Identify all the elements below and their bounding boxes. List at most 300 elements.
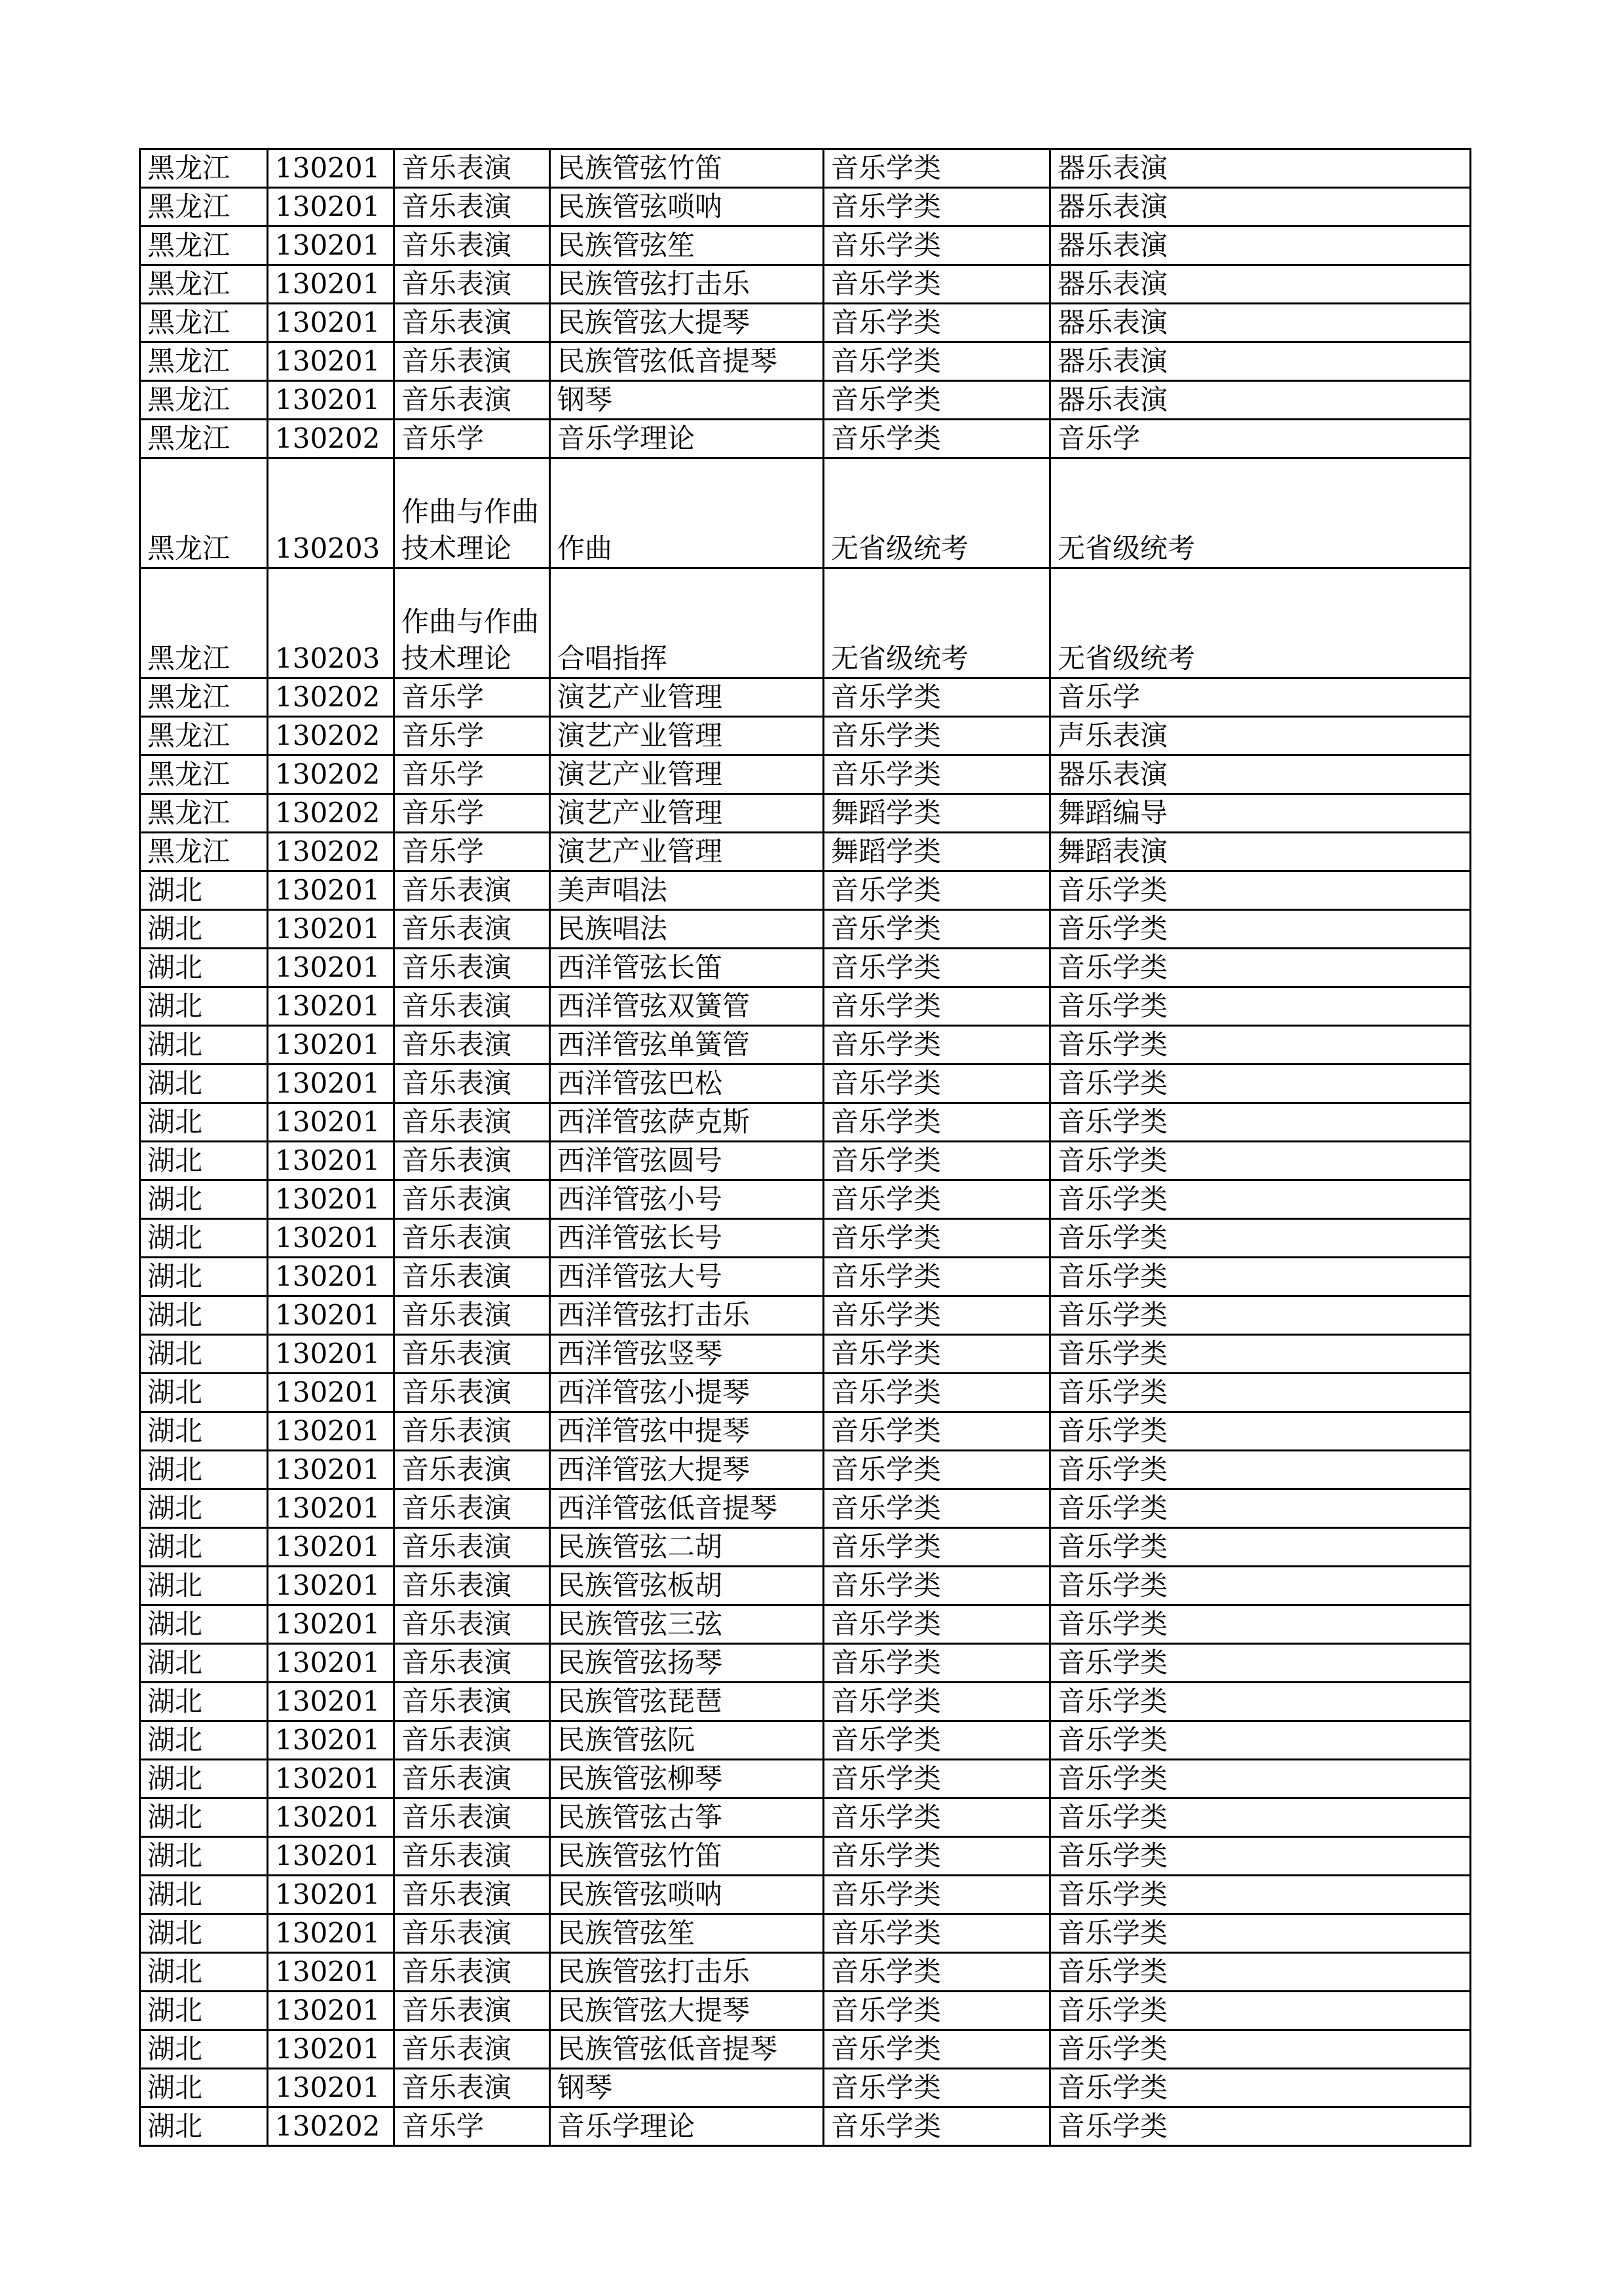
major-cell: 音乐表演 [394,1644,550,1683]
exam-subject-cell: 音乐学类 [1050,1219,1471,1258]
exam-category-cell: 舞蹈学类 [824,794,1050,833]
province-cell: 湖北 [140,1605,268,1644]
exam-category-cell: 音乐学类 [824,149,1050,188]
code-cell: 130201 [268,1721,394,1760]
province-cell: 黑龙江 [140,265,268,304]
table-row [140,1374,1471,1412]
major-cell: 音乐学 [394,420,550,458]
code-cell: 130201 [268,1219,394,1258]
direction-cell: 演艺产业管理 [550,833,824,871]
code-cell: 130202 [268,833,394,871]
major-cell: 音乐表演 [394,149,550,188]
major-cell: 音乐学 [394,717,550,756]
code-cell: 130201 [268,342,394,381]
code-cell: 130201 [268,227,394,265]
code-cell: 130202 [268,717,394,756]
major-cell: 音乐表演 [394,1721,550,1760]
table-row [140,1219,1471,1258]
exam-category-cell: 音乐学类 [824,381,1050,420]
major-cell: 音乐学 [394,833,550,871]
province-cell: 黑龙江 [140,458,268,568]
table-row [140,568,1471,678]
exam-subject-cell: 音乐学类 [1050,1412,1471,1451]
major-cell: 音乐学 [394,2107,550,2146]
exam-subject-cell: 音乐学类 [1050,1374,1471,1412]
code-cell: 130201 [268,1026,394,1065]
code-cell: 130201 [268,1876,394,1914]
exam-category-cell: 音乐学类 [824,1219,1050,1258]
major-cell: 音乐表演 [394,1142,550,1180]
exam-subject-cell: 音乐学类 [1050,987,1471,1026]
code-cell: 130201 [268,1142,394,1180]
exam-subject-cell: 音乐学类 [1050,1065,1471,1103]
direction-cell: 美声唱法 [550,871,824,910]
major-cell: 音乐表演 [394,1914,550,1953]
major-cell: 音乐学 [394,794,550,833]
province-cell: 湖北 [140,1760,268,1798]
direction-cell: 民族唱法 [550,910,824,949]
exam-category-cell: 音乐学类 [824,1914,1050,1953]
exam-category-cell: 音乐学类 [824,265,1050,304]
code-cell: 130201 [268,871,394,910]
exam-subject-cell: 舞蹈表演 [1050,833,1471,871]
major-cell: 音乐表演 [394,227,550,265]
exam-subject-cell: 器乐表演 [1050,342,1471,381]
exam-subject-cell: 音乐学类 [1050,949,1471,987]
table-row [140,1103,1471,1142]
exam-subject-cell: 音乐学类 [1050,1142,1471,1180]
direction-cell: 西洋管弦竖琴 [550,1335,824,1374]
direction-cell: 西洋管弦长号 [550,1219,824,1258]
exam-subject-cell: 器乐表演 [1050,188,1471,227]
direction-cell: 演艺产业管理 [550,794,824,833]
code-cell: 130201 [268,1374,394,1412]
major-cell: 音乐表演 [394,188,550,227]
code-cell: 130201 [268,949,394,987]
province-cell: 湖北 [140,1567,268,1605]
exam-category-cell: 音乐学类 [824,2069,1050,2107]
code-cell: 130201 [268,188,394,227]
direction-cell: 西洋管弦打击乐 [550,1296,824,1335]
code-cell: 130201 [268,1412,394,1451]
exam-category-cell: 音乐学类 [824,420,1050,458]
code-cell: 130201 [268,2069,394,2107]
code-cell: 130201 [268,1992,394,2030]
exam-subject-cell: 无省级统考 [1050,458,1471,568]
exam-category-cell: 音乐学类 [824,1374,1050,1412]
major-cell: 音乐表演 [394,1798,550,1837]
province-cell: 湖北 [140,1065,268,1103]
province-cell: 湖北 [140,1412,268,1451]
code-cell: 130201 [268,1528,394,1567]
exam-subject-cell: 音乐学类 [1050,871,1471,910]
exam-subject-cell: 器乐表演 [1050,227,1471,265]
table-row [140,1142,1471,1180]
exam-subject-cell: 音乐学类 [1050,1683,1471,1721]
table-row [140,987,1471,1026]
direction-cell: 西洋管弦萨克斯 [550,1103,824,1142]
province-cell: 湖北 [140,1876,268,1914]
direction-cell: 民族管弦唢呐 [550,1876,824,1914]
table-row [140,1296,1471,1335]
province-cell: 黑龙江 [140,227,268,265]
province-cell: 湖北 [140,1335,268,1374]
table-row [140,871,1471,910]
exam-category-cell: 音乐学类 [824,304,1050,342]
major-cell: 音乐表演 [394,1335,550,1374]
direction-cell: 演艺产业管理 [550,756,824,794]
table-row [140,381,1471,420]
province-cell: 黑龙江 [140,678,268,717]
direction-cell: 作曲 [550,458,824,568]
exam-subject-cell: 音乐学类 [1050,1296,1471,1335]
province-cell: 湖北 [140,1914,268,1953]
exam-category-cell: 音乐学类 [824,1992,1050,2030]
major-cell: 音乐表演 [394,1567,550,1605]
table-row [140,1644,1471,1683]
direction-cell: 西洋管弦低音提琴 [550,1489,824,1528]
exam-subject-cell: 音乐学类 [1050,1026,1471,1065]
exam-subject-cell: 音乐学类 [1050,1258,1471,1296]
data-table [139,148,1471,2147]
table-row [140,149,1471,188]
province-cell: 湖北 [140,1992,268,2030]
code-cell: 130201 [268,1798,394,1837]
major-cell: 音乐表演 [394,987,550,1026]
table-row [140,1605,1471,1644]
exam-subject-cell: 音乐学类 [1050,1644,1471,1683]
table-row [140,1876,1471,1914]
exam-subject-cell: 音乐学 [1050,420,1471,458]
code-cell: 130202 [268,794,394,833]
code-cell: 130201 [268,1644,394,1683]
exam-subject-cell: 器乐表演 [1050,381,1471,420]
exam-subject-cell: 音乐学类 [1050,1798,1471,1837]
province-cell: 黑龙江 [140,794,268,833]
exam-subject-cell: 器乐表演 [1050,756,1471,794]
table-row [140,1837,1471,1876]
province-cell: 黑龙江 [140,149,268,188]
table-row [140,1258,1471,1296]
province-cell: 湖北 [140,1026,268,1065]
exam-category-cell: 音乐学类 [824,871,1050,910]
table-row [140,188,1471,227]
direction-cell: 民族管弦笙 [550,227,824,265]
table-row [140,1412,1471,1451]
table-row [140,949,1471,987]
province-cell: 湖北 [140,1837,268,1876]
exam-subject-cell: 器乐表演 [1050,149,1471,188]
exam-category-cell: 音乐学类 [824,1837,1050,1876]
exam-category-cell: 音乐学类 [824,2030,1050,2069]
direction-cell: 音乐学理论 [550,2107,824,2146]
exam-category-cell: 音乐学类 [824,1644,1050,1683]
major-cell: 音乐表演 [394,1065,550,1103]
direction-cell: 民族管弦低音提琴 [550,2030,824,2069]
exam-category-cell: 音乐学类 [824,949,1050,987]
code-cell: 130201 [268,1567,394,1605]
major-cell: 音乐学 [394,756,550,794]
major-cell: 音乐表演 [394,1605,550,1644]
code-cell: 130201 [268,265,394,304]
direction-cell: 民族管弦打击乐 [550,1953,824,1992]
province-cell: 湖北 [140,1296,268,1335]
table-row [140,1992,1471,2030]
code-cell: 130201 [268,2030,394,2069]
direction-cell: 民族管弦低音提琴 [550,342,824,381]
code-cell: 130201 [268,1683,394,1721]
code-cell: 130203 [268,458,394,568]
major-cell: 音乐表演 [394,1992,550,2030]
direction-cell: 民族管弦大提琴 [550,1992,824,2030]
major-cell: 音乐表演 [394,2030,550,2069]
province-cell: 湖北 [140,1180,268,1219]
exam-subject-cell: 音乐学类 [1050,1992,1471,2030]
exam-category-cell: 音乐学类 [824,1412,1050,1451]
direction-cell: 民族管弦竹笛 [550,1837,824,1876]
exam-subject-cell: 音乐学类 [1050,2069,1471,2107]
exam-subject-cell: 音乐学类 [1050,1953,1471,1992]
exam-category-cell: 音乐学类 [824,1451,1050,1489]
exam-subject-cell: 音乐学类 [1050,1489,1471,1528]
exam-category-cell: 音乐学类 [824,1065,1050,1103]
code-cell: 130201 [268,1605,394,1644]
exam-subject-cell: 音乐学类 [1050,910,1471,949]
direction-cell: 西洋管弦巴松 [550,1065,824,1103]
major-cell: 音乐表演 [394,2069,550,2107]
direction-cell: 西洋管弦小号 [550,1180,824,1219]
exam-subject-cell: 音乐学类 [1050,1760,1471,1798]
table-row [140,342,1471,381]
province-cell: 湖北 [140,910,268,949]
direction-cell: 西洋管弦大号 [550,1258,824,1296]
direction-cell: 西洋管弦小提琴 [550,1374,824,1412]
province-cell: 湖北 [140,1953,268,1992]
table-row [140,1065,1471,1103]
direction-cell: 西洋管弦大提琴 [550,1451,824,1489]
major-cell: 音乐表演 [394,1103,550,1142]
code-cell: 130201 [268,304,394,342]
exam-subject-cell: 音乐学类 [1050,1567,1471,1605]
exam-subject-cell: 音乐学类 [1050,1528,1471,1567]
table-row [140,678,1471,717]
code-cell: 130201 [268,1914,394,1953]
province-cell: 湖北 [140,1683,268,1721]
major-cell: 作曲与作曲技术理论 [394,568,550,678]
direction-cell: 民族管弦三弦 [550,1605,824,1644]
major-cell: 音乐表演 [394,1760,550,1798]
exam-category-cell: 音乐学类 [824,1489,1050,1528]
direction-cell: 民族管弦古筝 [550,1798,824,1837]
table-row [140,1528,1471,1567]
province-cell: 湖北 [140,1451,268,1489]
direction-cell: 民族管弦阮 [550,1721,824,1760]
code-cell: 130202 [268,2107,394,2146]
exam-subject-cell: 音乐学类 [1050,1335,1471,1374]
major-cell: 音乐表演 [394,1180,550,1219]
direction-cell: 西洋管弦长笛 [550,949,824,987]
direction-cell: 民族管弦二胡 [550,1528,824,1567]
direction-cell: 民族管弦笙 [550,1914,824,1953]
exam-subject-cell: 无省级统考 [1050,568,1471,678]
province-cell: 湖北 [140,1489,268,1528]
province-cell: 湖北 [140,1798,268,1837]
exam-category-cell: 音乐学类 [824,1760,1050,1798]
exam-category-cell: 音乐学类 [824,1567,1050,1605]
exam-subject-cell: 音乐学类 [1050,1876,1471,1914]
exam-subject-cell: 舞蹈编导 [1050,794,1471,833]
table-row [140,717,1471,756]
table-row [140,833,1471,871]
table-row [140,458,1471,568]
major-cell: 音乐表演 [394,1374,550,1412]
province-cell: 黑龙江 [140,420,268,458]
code-cell: 130201 [268,1258,394,1296]
exam-category-cell: 音乐学类 [824,1798,1050,1837]
table-row [140,227,1471,265]
major-cell: 音乐表演 [394,1953,550,1992]
direction-cell: 西洋管弦单簧管 [550,1026,824,1065]
table-row [140,1721,1471,1760]
exam-subject-cell: 音乐学 [1050,678,1471,717]
major-cell: 音乐表演 [394,1219,550,1258]
exam-subject-cell: 音乐学类 [1050,1605,1471,1644]
major-cell: 音乐学 [394,678,550,717]
major-cell: 音乐表演 [394,949,550,987]
province-cell: 湖北 [140,1528,268,1567]
exam-category-cell: 音乐学类 [824,717,1050,756]
direction-cell: 西洋管弦中提琴 [550,1412,824,1451]
code-cell: 130201 [268,1953,394,1992]
province-cell: 湖北 [140,1142,268,1180]
code-cell: 130201 [268,1296,394,1335]
major-cell: 作曲与作曲技术理论 [394,458,550,568]
exam-category-cell: 音乐学类 [824,756,1050,794]
direction-cell: 民族管弦柳琴 [550,1760,824,1798]
exam-category-cell: 音乐学类 [824,678,1050,717]
exam-category-cell: 音乐学类 [824,910,1050,949]
exam-category-cell: 音乐学类 [824,987,1050,1026]
exam-category-cell: 音乐学类 [824,2107,1050,2146]
province-cell: 湖北 [140,949,268,987]
table-row [140,2030,1471,2069]
table-row [140,1914,1471,1953]
table-row [140,2107,1471,2146]
province-cell: 湖北 [140,2030,268,2069]
province-cell: 黑龙江 [140,756,268,794]
direction-cell: 合唱指挥 [550,568,824,678]
major-cell: 音乐表演 [394,910,550,949]
direction-cell: 民族管弦打击乐 [550,265,824,304]
direction-cell: 演艺产业管理 [550,717,824,756]
exam-category-cell: 无省级统考 [824,458,1050,568]
table-row [140,1335,1471,1374]
exam-category-cell: 音乐学类 [824,1605,1050,1644]
exam-subject-cell: 音乐学类 [1050,1914,1471,1953]
major-cell: 音乐表演 [394,1296,550,1335]
exam-category-cell: 音乐学类 [824,1026,1050,1065]
exam-subject-cell: 音乐学类 [1050,1103,1471,1142]
direction-cell: 民族管弦大提琴 [550,304,824,342]
province-cell: 黑龙江 [140,188,268,227]
table-row [140,1567,1471,1605]
major-cell: 音乐表演 [394,1026,550,1065]
exam-category-cell: 音乐学类 [824,1103,1050,1142]
province-cell: 湖北 [140,987,268,1026]
table-row [140,756,1471,794]
table-row [140,265,1471,304]
exam-subject-cell: 声乐表演 [1050,717,1471,756]
exam-category-cell: 音乐学类 [824,1721,1050,1760]
province-cell: 湖北 [140,1721,268,1760]
table-row [140,1489,1471,1528]
exam-category-cell: 音乐学类 [824,1953,1050,1992]
major-cell: 音乐表演 [394,1258,550,1296]
major-cell: 音乐表演 [394,1837,550,1876]
exam-category-cell: 音乐学类 [824,1528,1050,1567]
province-cell: 黑龙江 [140,717,268,756]
exam-subject-cell: 音乐学类 [1050,2107,1471,2146]
table-row [140,910,1471,949]
direction-cell: 民族管弦唢呐 [550,188,824,227]
table-row [140,1026,1471,1065]
code-cell: 130201 [268,1180,394,1219]
major-cell: 音乐表演 [394,304,550,342]
exam-subject-cell: 音乐学类 [1050,1721,1471,1760]
exam-subject-cell: 音乐学类 [1050,1451,1471,1489]
exam-subject-cell: 器乐表演 [1050,265,1471,304]
exam-category-cell: 音乐学类 [824,342,1050,381]
province-cell: 黑龙江 [140,381,268,420]
province-cell: 湖北 [140,1374,268,1412]
code-cell: 130203 [268,568,394,678]
province-cell: 湖北 [140,1219,268,1258]
exam-category-cell: 音乐学类 [824,1296,1050,1335]
exam-category-cell: 音乐学类 [824,1876,1050,1914]
direction-cell: 民族管弦扬琴 [550,1644,824,1683]
province-cell: 湖北 [140,2069,268,2107]
province-cell: 黑龙江 [140,304,268,342]
direction-cell: 钢琴 [550,2069,824,2107]
code-cell: 130201 [268,149,394,188]
code-cell: 130201 [268,381,394,420]
major-cell: 音乐表演 [394,342,550,381]
code-cell: 130201 [268,1065,394,1103]
table-row [140,420,1471,458]
code-cell: 130201 [268,1837,394,1876]
exam-category-cell: 无省级统考 [824,568,1050,678]
direction-cell: 音乐学理论 [550,420,824,458]
exam-subject-cell: 音乐学类 [1050,1837,1471,1876]
major-cell: 音乐表演 [394,1451,550,1489]
direction-cell: 钢琴 [550,381,824,420]
exam-category-cell: 音乐学类 [824,1142,1050,1180]
table-body [140,149,1471,2146]
province-cell: 湖北 [140,2107,268,2146]
province-cell: 湖北 [140,871,268,910]
major-cell: 音乐表演 [394,265,550,304]
major-cell: 音乐表演 [394,1876,550,1914]
exam-category-cell: 音乐学类 [824,227,1050,265]
table-row [140,1451,1471,1489]
exam-category-cell: 音乐学类 [824,1180,1050,1219]
province-cell: 黑龙江 [140,342,268,381]
province-cell: 湖北 [140,1258,268,1296]
exam-category-cell: 舞蹈学类 [824,833,1050,871]
province-cell: 湖北 [140,1103,268,1142]
province-cell: 湖北 [140,1644,268,1683]
province-cell: 黑龙江 [140,568,268,678]
